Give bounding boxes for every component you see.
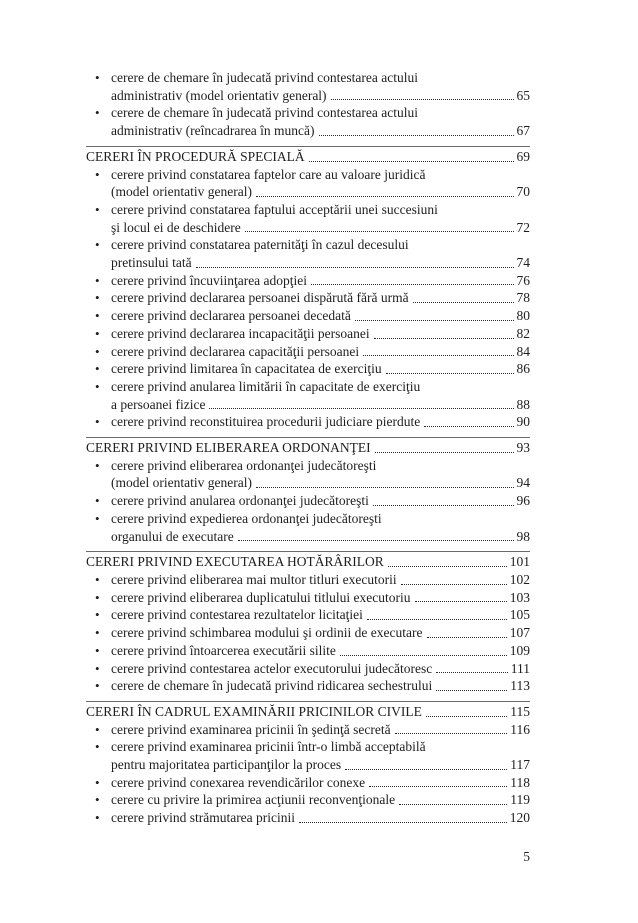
dot-leader [256, 196, 514, 197]
dot-leader [299, 822, 507, 823]
dot-leader [311, 284, 513, 285]
toc-entry-text: cerere privind schimbarea modului şi ordinii de executare [111, 625, 423, 641]
dot-leader [245, 231, 514, 232]
bullet-icon [95, 510, 111, 545]
toc-page-number: 119 [510, 792, 530, 808]
dot-leader [373, 505, 514, 506]
toc-entry-text: cerere privind examinarea pricinii într-o limbă acceptabilă [111, 739, 426, 755]
toc-page-number: 70 [516, 184, 530, 200]
dot-leader [196, 267, 514, 268]
dot-leader [355, 320, 514, 321]
bullet-icon [95, 492, 111, 510]
dot-leader [256, 487, 514, 488]
dot-leader [388, 566, 507, 567]
toc-entry [86, 660, 530, 678]
toc-page-number: 78 [516, 290, 530, 306]
dot-leader [340, 655, 507, 656]
toc-entry [86, 289, 530, 307]
toc-entry-text: cerere privind declararea persoanei decedată [111, 308, 351, 324]
toc-entry-text: cerere cu privire la primirea acţiunii reconvenţionale [111, 792, 396, 808]
toc-page-number: 65 [516, 87, 530, 103]
toc-entry-text: administrativ (reîncadrarea în muncă) [111, 123, 315, 139]
toc-entry [86, 378, 530, 413]
bullet-icon [95, 642, 111, 660]
toc-page-number: 88 [516, 396, 530, 412]
bullet-icon [95, 236, 111, 271]
toc-entry-text: cerere de chemare în judecată privind contestarea actului [111, 70, 418, 85]
toc-page-number: 82 [516, 325, 530, 341]
toc-page-number: 115 [510, 703, 530, 719]
bullet-icon [95, 457, 111, 492]
bullet-icon [95, 413, 111, 431]
toc-section [86, 437, 530, 545]
toc-page-number: 120 [509, 810, 530, 826]
dot-leader [369, 786, 507, 787]
toc-page-number: 111 [510, 660, 530, 676]
bullet-icon [95, 289, 111, 307]
dot-leader [426, 716, 507, 717]
toc-entry-text: cerere privind declararea incapacităţii persoanei [111, 325, 370, 341]
toc-page-number: 102 [509, 571, 530, 587]
toc-entry-text: cerere privind expedierea ordonanţei judecătoreşti [111, 510, 382, 526]
dot-leader [395, 733, 508, 734]
toc-page-number: 86 [516, 361, 530, 377]
toc-entry [86, 360, 530, 378]
toc-page-number: 74 [516, 255, 530, 271]
toc-entry-text: cerere privind constatarea faptului acceptării unei succesiuni [111, 201, 438, 217]
page-number: 5 [523, 849, 530, 864]
dot-leader [386, 373, 514, 374]
toc-entry-text: cerere privind reconstituirea procedurii judiciare pierdute [111, 414, 421, 430]
toc-entry [86, 606, 530, 624]
toc-entry-text: cerere privind constatarea faptelor care au valoare juridică [111, 166, 426, 182]
dot-leader [427, 637, 507, 638]
toc-page-number: 80 [516, 308, 530, 324]
toc-entry [86, 809, 530, 827]
table-of-contents [86, 69, 530, 827]
toc-entry [86, 677, 530, 695]
bullet-icon [95, 624, 111, 642]
section-heading [86, 437, 530, 457]
bullet-icon [95, 325, 111, 343]
toc-entry-text: cerere privind declararea capacităţii persoanei [111, 343, 360, 359]
bullet-icon [95, 589, 111, 607]
bullet-icon [95, 738, 111, 773]
dot-leader [401, 584, 507, 585]
section-title: CERERI ÎN PROCEDURĂ SPECIALĂ [86, 148, 305, 164]
dot-leader [436, 672, 508, 673]
toc-entry-text: administrativ (model orientativ general) [111, 87, 327, 103]
toc-entry-text: (model orientativ general) [111, 475, 252, 491]
bullet-icon [95, 307, 111, 325]
dot-leader [345, 769, 507, 770]
toc-section [86, 551, 530, 695]
toc-entry [86, 642, 530, 660]
dot-leader [415, 601, 507, 602]
toc-page-number: 94 [516, 475, 530, 491]
dot-leader [363, 355, 513, 356]
toc-page-number: 117 [510, 757, 530, 773]
toc-entry [86, 236, 530, 271]
toc-entry-text: cerere de chemare în judecată privind contestarea actului [111, 105, 418, 121]
toc-entry [86, 307, 530, 325]
dot-leader [375, 452, 514, 453]
toc-page-number: 69 [516, 148, 530, 164]
toc-page-number: 96 [516, 493, 530, 509]
toc-entry-text: cerere privind constatarea paternităţi în cazul decesului [111, 237, 409, 253]
toc-page-number: 76 [516, 272, 530, 288]
toc-entry-text: cerere privind strămutarea pricinii [111, 810, 296, 826]
toc-entry [86, 589, 530, 607]
dot-leader [238, 540, 514, 541]
bullet-icon [95, 378, 111, 413]
dot-leader [436, 690, 507, 691]
bullet-icon [95, 774, 111, 792]
toc-section [86, 701, 530, 827]
bullet-icon [95, 791, 111, 809]
toc-page-number: 72 [516, 219, 530, 235]
toc-page-number: 93 [516, 440, 530, 456]
toc-entry [86, 738, 530, 773]
toc-entry-text: cerere privind anularea ordonanţei judecătoreşti [111, 493, 369, 509]
dot-leader [309, 161, 514, 162]
toc-page-number: 103 [509, 589, 530, 605]
toc-page-number: 113 [510, 678, 530, 694]
toc-entry-text: cerere privind limitarea în capacitatea de exerciţiu [111, 361, 382, 377]
toc-page-number: 84 [516, 343, 530, 359]
bullet-icon [95, 104, 111, 139]
toc-page-number: 118 [510, 774, 530, 790]
toc-entry-text: cerere privind eliberarea ordonanţei judecătoreşti [111, 457, 377, 473]
toc-entry [86, 325, 530, 343]
toc-entry [86, 272, 530, 290]
section-title: CERERI PRIVIND ELIBERAREA ORDONANŢEI [86, 440, 371, 456]
dot-leader [424, 426, 513, 427]
section-heading [86, 146, 530, 166]
toc-entry-text: pretinsului tată [111, 255, 192, 271]
section-heading [86, 701, 530, 721]
section-title: CERERI ÎN CADRUL EXAMINĂRII PRICINILOR CIVILE [86, 703, 422, 719]
bullet-icon [95, 272, 111, 290]
bullet-icon [95, 69, 111, 104]
toc-entry [86, 201, 530, 236]
toc-entry-text: cerere privind conexarea revendicărilor conexe [111, 774, 366, 790]
toc-page-number: 107 [509, 625, 530, 641]
toc-page-number: 109 [509, 642, 530, 658]
bullet-icon [95, 721, 111, 739]
toc-entry-text: (model orientativ general) [111, 184, 252, 200]
toc-entry [86, 624, 530, 642]
toc-entry [86, 774, 530, 792]
toc-entry-text: organului de executare [111, 528, 234, 544]
toc-entry-text: cerere privind eliberarea duplicatului titlului executoriu [111, 589, 411, 605]
dot-leader [209, 408, 513, 409]
bullet-icon [95, 606, 111, 624]
toc-entry-text: cerere privind anularea limitării în capacitate de exerciţiu [111, 378, 421, 394]
toc-page-number: 90 [516, 414, 530, 430]
toc-entry [86, 571, 530, 589]
bullet-icon [95, 809, 111, 827]
toc-entry-text: şi locul ei de deschidere [111, 219, 241, 235]
toc-entry-text: cerere privind examinarea pricinii în şedinţă secretă [111, 721, 391, 737]
bullet-icon [95, 571, 111, 589]
section-title: CERERI PRIVIND EXECUTAREA HOTĂRÂRILOR [86, 554, 384, 570]
toc-entry [86, 457, 530, 492]
dot-leader [413, 302, 514, 303]
toc-entry-text: cerere privind contestarea actelor executorului judecătoresc [111, 660, 433, 676]
bullet-icon [95, 660, 111, 678]
bullet-icon [95, 360, 111, 378]
toc-page-number: 98 [516, 528, 530, 544]
toc-entry-text: cerere privind declararea persoanei dispărută fără urmă [111, 290, 409, 306]
toc-entry [86, 492, 530, 510]
bullet-icon [95, 166, 111, 201]
bullet-icon [95, 201, 111, 236]
toc-entry [86, 166, 530, 201]
toc-entry [86, 413, 530, 431]
toc-entry-text: cerere privind încuviinţarea adopţiei [111, 272, 308, 288]
toc-continued-list [86, 69, 530, 140]
dot-leader [399, 804, 507, 805]
toc-entry-text: cerere privind contestarea rezultatelor licitaţiei [111, 607, 363, 623]
toc-entry [86, 69, 530, 104]
bullet-icon [95, 677, 111, 695]
toc-page-number: 67 [516, 123, 530, 139]
toc-entry [86, 791, 530, 809]
toc-page-number: 105 [509, 607, 530, 623]
dot-leader [367, 619, 507, 620]
dot-leader [319, 135, 514, 136]
toc-section [86, 146, 530, 431]
bullet-icon [95, 343, 111, 361]
toc-page-number: 116 [510, 721, 530, 737]
toc-entry [86, 721, 530, 739]
toc-entry-text: cerere privind întoarcerea executării silite [111, 642, 336, 658]
toc-entry-text: pentru majoritatea participanţilor la proces [111, 757, 342, 773]
toc-page-number: 101 [509, 554, 530, 570]
dot-leader [331, 99, 514, 100]
toc-entry-text: a persoanei fizice [111, 396, 206, 412]
toc-entry [86, 510, 530, 545]
toc-entry [86, 104, 530, 139]
dot-leader [374, 338, 514, 339]
toc-entry-text: cerere privind eliberarea mai multor titluri executorii [111, 571, 397, 587]
toc-entry [86, 343, 530, 361]
toc-entry-text: cerere de chemare în judecată privind ridicarea sechestrului [111, 678, 433, 694]
section-heading [86, 551, 530, 571]
